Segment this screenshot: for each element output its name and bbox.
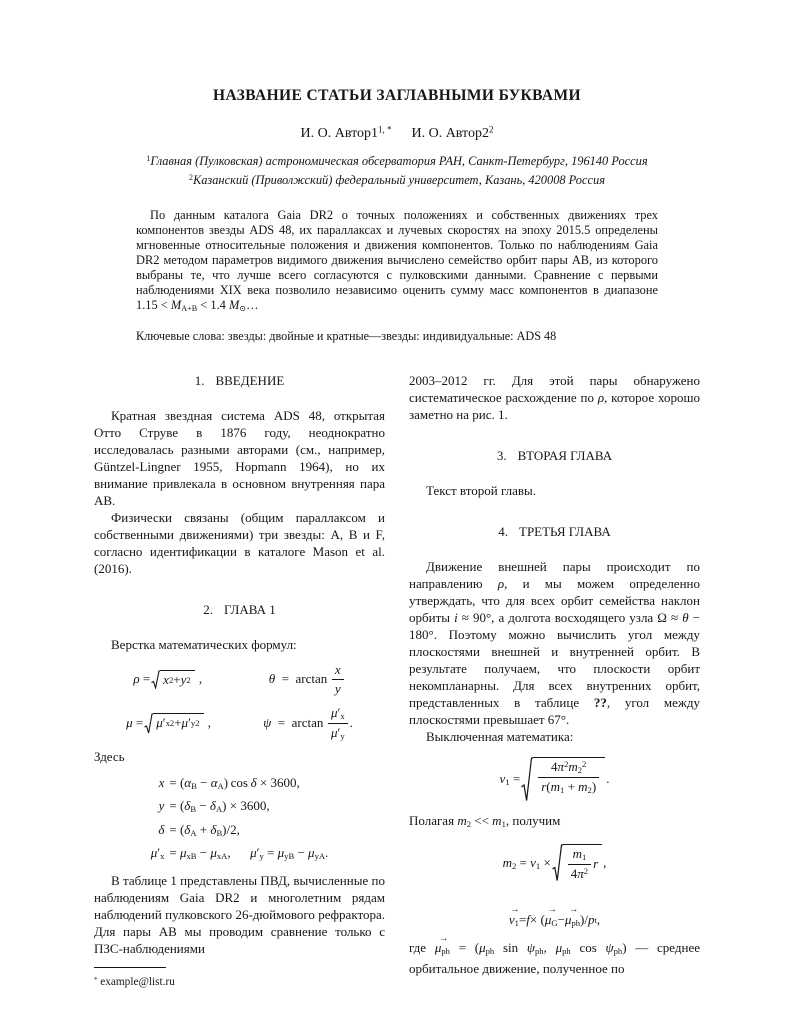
- fraction: [538, 759, 599, 796]
- formula-theta: [269, 662, 346, 698]
- radical-sign-icon: [151, 670, 160, 689]
- affiliation-2: [94, 170, 700, 188]
- equation-y-lhs: y: [158, 798, 165, 814]
- formula-v1-tail: .: [606, 771, 610, 787]
- author-1-superscript: 1, *: [378, 125, 392, 135]
- affiliation-1-marker: 1: [146, 154, 151, 164]
- author-1-name: И. О. Автор1: [300, 126, 379, 142]
- section-1-number: 1.: [194, 372, 205, 388]
- keywords-line: Ключевые слова: звезды: двойные и кратные—звезды: индивидуальные: ADS 48: [136, 328, 557, 343]
- formula-v1-radicand: [533, 757, 605, 796]
- formula-rho-tail: ,: [195, 671, 203, 687]
- formula-m2-radicand-tail: r: [593, 855, 599, 871]
- radical-sign-icon: [144, 713, 153, 734]
- affiliation-2-text: Казанский (Приволжский) федеральный университет, Казань, 420008 Россия: [192, 172, 605, 187]
- formula-psi-denominator: $\mu'_y$: [328, 723, 348, 742]
- affiliation-1: [94, 151, 700, 169]
- author-1: [301, 126, 392, 141]
- formula-v1-numerator: $4\pi^2m_2^2$: [551, 758, 587, 775]
- formula-rho-lhs: ρ =: [133, 671, 151, 687]
- affiliations: [94, 151, 700, 188]
- authors-line: [94, 125, 700, 142]
- equation-mu-lhs: $\mu'_x$: [150, 844, 165, 861]
- sqrt-radical: [144, 713, 203, 734]
- column-left: [94, 372, 385, 991]
- equation-delta-rhs: = $(\delta_A + \delta_B)/2$,: [169, 821, 240, 838]
- footnote-rule: [94, 967, 166, 968]
- equation-mu-rhs: = $\mu_{xB} - \mu_{xA}$, $\mu'_y = \mu_{yB} - \mu_{yA}$.: [169, 844, 329, 861]
- sqrt-radical: [521, 757, 605, 802]
- paragraph-here: Здесь: [94, 748, 125, 764]
- section-heading-3: [409, 447, 700, 464]
- display-formula-v1-vector: → $v_1$ = f × ( → $\mu_G$ − → $\mu_{ph}$ )/ p t ,: [409, 912, 700, 929]
- paragraph-display-math-lead: Выключенная математика:: [426, 728, 574, 744]
- formula-m2-lhs: $m_2 = v_1$ ×: [502, 854, 551, 871]
- abstract: По данным каталога Gaia DR2 о точных положениях и собственных движениях трех компонентов звезды ADS 48, их параллаксах и лучевых скоростях на эпоху 2015.5 определены мгновенные относительные положения и движения компонентов. Только по наблюдениям Gaia DR2 методом параметров видимого движения вычислено семейство орбит пары AB, из которого выбраны те, что лучше всего согласуются с пулковскими данными. Сравнение с первыми наблюдениями XIX века позволило независимо оценить сумму масс компонентов в диапазоне $1.15 < M_{A+B} < 1.4$ $M_⊙\dots$: [136, 208, 658, 313]
- section-heading-2: [94, 601, 385, 618]
- paragraph-chapter2-text: Текст второй главы.: [426, 482, 536, 498]
- section-3-number: 3.: [496, 447, 507, 463]
- formula-theta-numerator: x: [334, 661, 341, 677]
- two-column-body: [94, 372, 700, 991]
- paragraph-continuation: 2003–2012 гг. Для этой пары обнаружено систематическое расхождение по ρ, которое хорошо заметно на рис. 1.: [409, 372, 700, 422]
- section-3-title: ВТОРАЯ ГЛАВА: [517, 447, 613, 463]
- footnote-text: [94, 972, 385, 991]
- footnote-email: example@list.ru: [100, 976, 175, 989]
- section-1-title: ВВЕДЕНИЕ: [215, 372, 285, 388]
- affiliation-1-text: Главная (Пулковская) астрономическая обсерватория РАН, Санкт-Петербург, 196140 Россия: [150, 154, 648, 169]
- sqrt-radical: [151, 670, 195, 689]
- section-4-title: ТРЕТЬЯ ГЛАВА: [519, 523, 611, 539]
- column-right: [409, 372, 700, 991]
- radical-sign-icon: [521, 757, 533, 802]
- paragraph-formulas-lead: Верстка математических формул:: [111, 636, 297, 652]
- affiliation-2-marker: 2: [189, 172, 193, 182]
- formula-rho-radicand: x 2 + y 2: [160, 670, 195, 688]
- formula-m2-numerator: $m_1$: [572, 845, 587, 863]
- paper-title: НАЗВАНИЕ СТАТЬИ ЗАГЛАВНЫМИ БУКВАМИ: [212, 87, 581, 104]
- equation-block: [94, 775, 385, 862]
- fraction: [328, 705, 348, 742]
- equation-y-rhs: = $(\delta_B - \delta_A) \times 3600$,: [169, 798, 270, 815]
- formula-v1-lhs: $v_1$ =: [499, 770, 521, 787]
- paragraph-where-mu-ph: где → $\mu_{ph} = (\mu_{ph}$ $\sin \psi_{ph}$, $\mu_{ph}$ $\cos \psi_{ph}$) — среднее орбитальное движение, полученное по: [409, 939, 700, 977]
- formula-psi-tail: .: [349, 715, 353, 731]
- paragraph-table-pvd: В таблице 1 представлены ПВД, вычисленные по наблюдениям Gaia DR2 и многолетним рядам наблюдений пулковского 26-дюймового рефрактора. Для пары AB мы проводим сравнение только с ПЗС-наблюдениями: [94, 873, 385, 957]
- section-2-title: ГЛАВА 1: [224, 601, 276, 617]
- display-formula-v1: [409, 757, 700, 802]
- paragraph-assuming: Полагая $m_2 << m_1$, получим: [409, 812, 561, 829]
- author-2: [411, 126, 493, 141]
- section-heading-1: [94, 372, 385, 389]
- formula-theta-pre: θ = arctan: [268, 671, 330, 687]
- section-heading-4: [409, 523, 700, 540]
- formula-m2-radicand: [563, 844, 602, 882]
- formula-psi: [263, 705, 353, 742]
- fraction: [332, 662, 344, 698]
- formula-mu-tail: ,: [204, 715, 211, 731]
- footnote-marker: *: [94, 977, 98, 985]
- formula-psi-numerator: $\mu'_x$: [330, 705, 345, 722]
- formula-v1-denominator: $r(m_1 + m_2)$: [538, 777, 599, 796]
- section-4-number: 4.: [498, 523, 508, 539]
- display-formula-mu-psi: [94, 705, 385, 742]
- paragraph-outer-pair: Движение внешней пары происходит по направлению ρ, и мы можем определенно утверждать, что для всех орбит семейства наклон орбиты i ≈ 90°, а долгота восходящего узла Ω ≈ θ − 180°. Поэтому можно вычислить угол между плоскостями внешней и внутренней орбит. В результате получаем, что плоскости орбит некомпланарны. Для всех внутренних орбит, представленных в таблице ??, угол между плоскостями превышает 67°.: [409, 558, 701, 727]
- formula-m2-tail: ,: [603, 854, 607, 870]
- paragraph-intro-2: Физически связаны (общим параллаксом и собственными движениями) три звезды: A, B и F, согласно идентификации в каталоге Mason et al. (2016).: [94, 509, 385, 576]
- display-formula-rho-theta: [94, 662, 385, 698]
- author-2-superscript: 2: [489, 125, 494, 135]
- section-2-number: 2.: [203, 601, 213, 617]
- formula-m2-denominator: $4\pi^2$: [568, 864, 591, 882]
- formula-mu-lhs: μ =: [126, 715, 144, 731]
- formula-mu: [126, 713, 211, 734]
- formula-theta-denominator: y: [332, 679, 344, 697]
- paragraph-intro-1: Кратная звездная система ADS 48, открытая Отто Струве в 1876 году, неоднократно исследовалась разными авторами (см., например, Güntzel-Lingner 1955, Hopmann 1964), но их внимание привлекала в основном внутренняя пара AB.: [94, 407, 385, 508]
- author-2-name: И. О. Автор2: [411, 126, 489, 142]
- equation-x-lhs: x: [158, 774, 165, 790]
- formula-mu-radicand: μ ′ x 2 + μ ′ y 2: [153, 713, 203, 731]
- formula-psi-pre: ψ = arctan: [263, 715, 326, 731]
- equation-delta-lhs: δ: [158, 821, 165, 837]
- footnote: [94, 967, 385, 991]
- sqrt-radical: [552, 844, 602, 882]
- formula-rho: [133, 670, 202, 689]
- equation-x-rhs: = $(\alpha_B - \alpha_A)$ cos δ × 3600,: [169, 774, 300, 792]
- display-formula-m2: [409, 844, 700, 882]
- fraction: [568, 846, 591, 882]
- radical-sign-icon: [552, 844, 563, 882]
